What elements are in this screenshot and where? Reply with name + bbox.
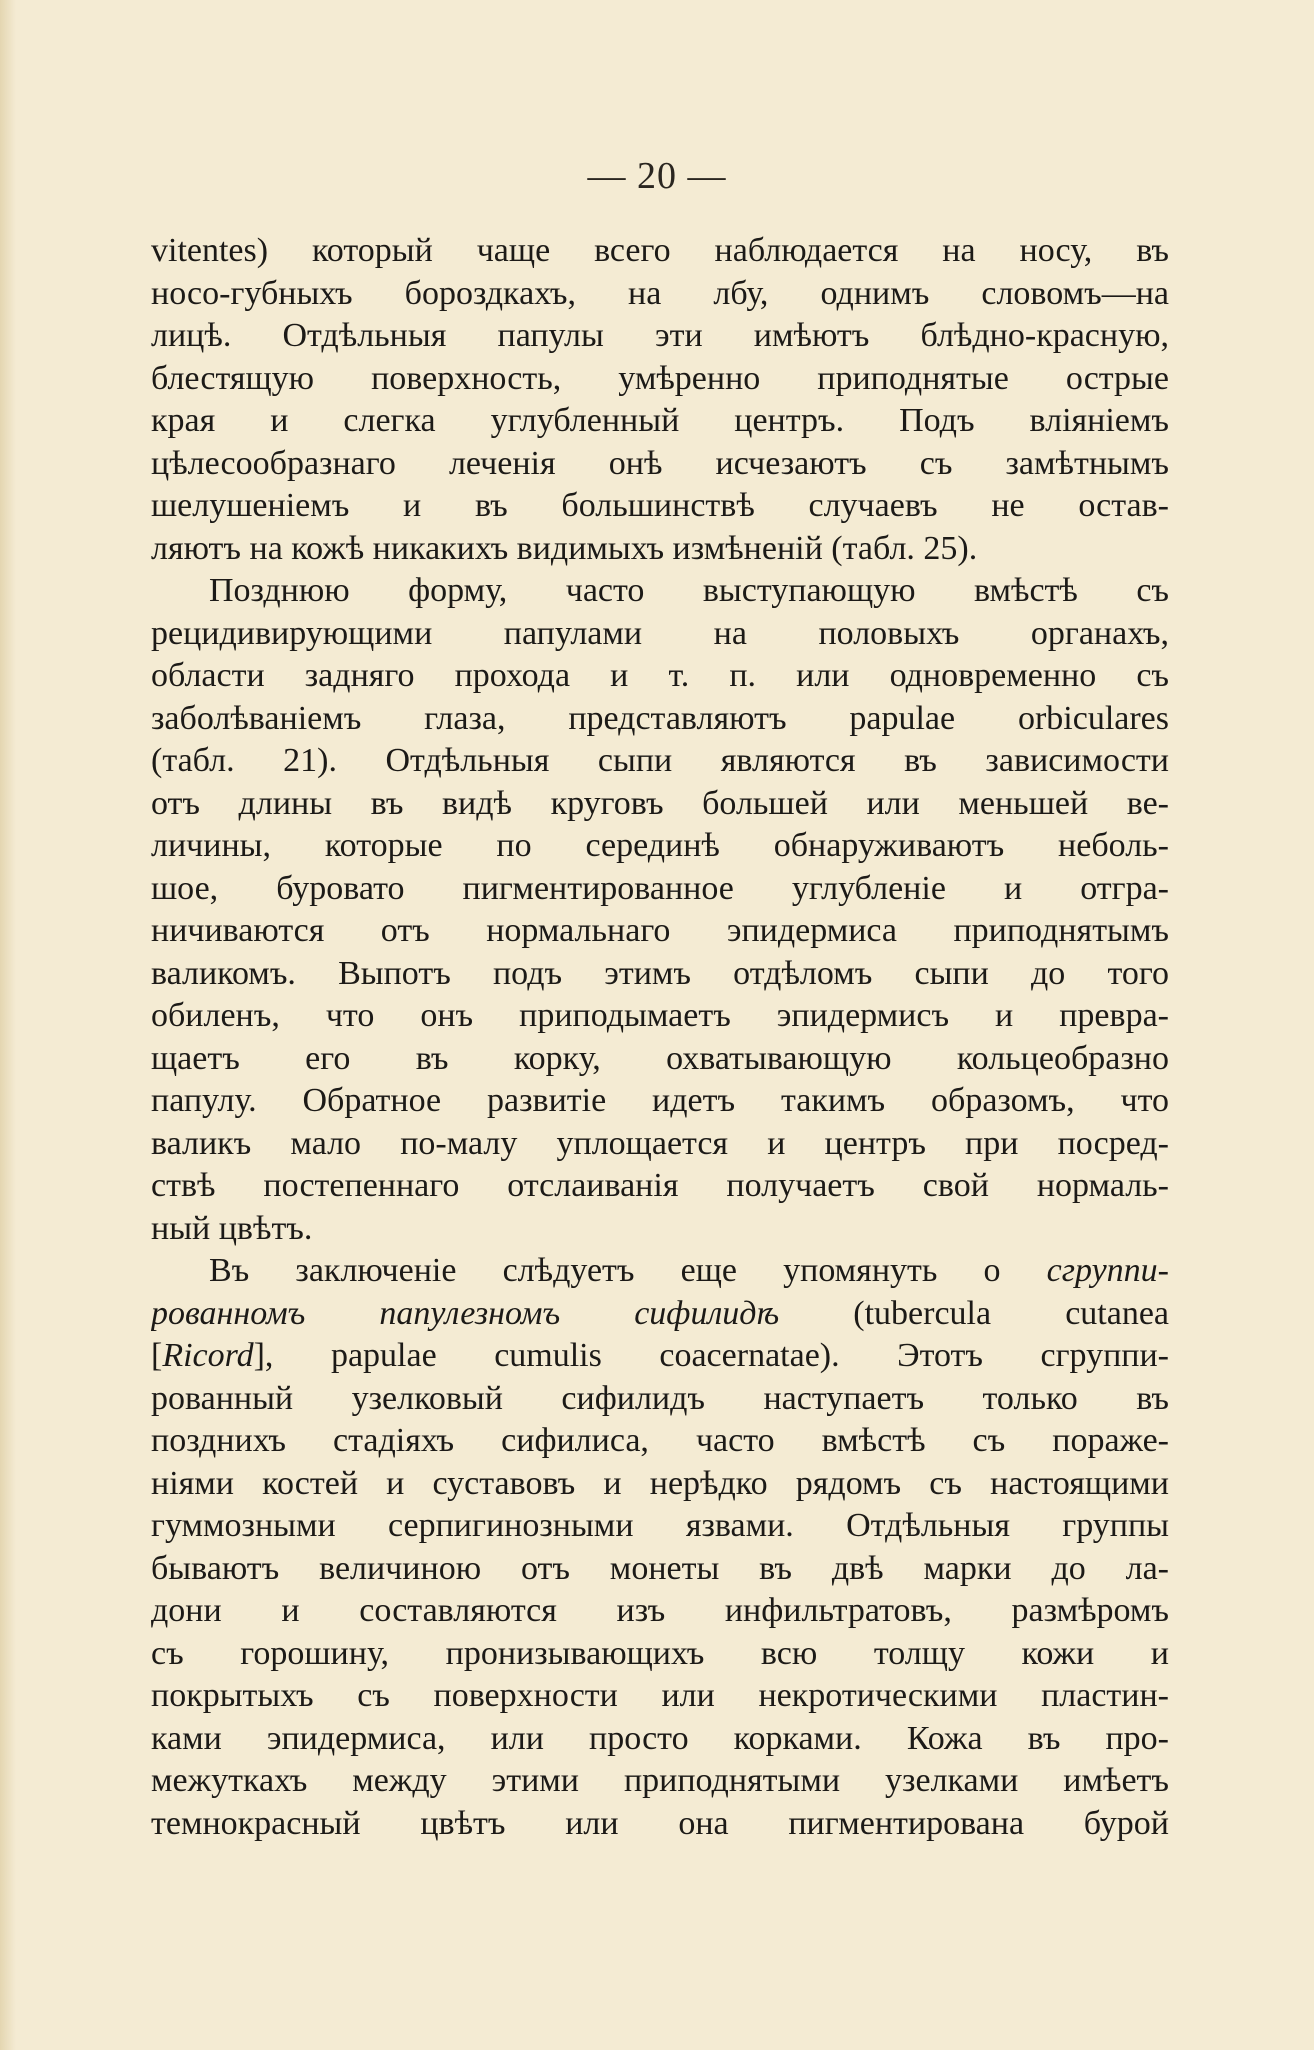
page-number: — 20 —: [587, 155, 727, 197]
text-line: Позднюю форму, часто выступающую вмѣстѣ съ: [209, 572, 1169, 609]
text-line: ничиваются отъ нормальнаго эпидермиса приподнятымъ: [151, 912, 1169, 949]
text-line: отъ длины въ видѣ круговъ большей или меньшей ве-: [151, 784, 1169, 822]
italic-text-span: Ricord: [162, 1337, 254, 1374]
text-line: шелушеніемъ и въ большинствѣ случаевъ не остав-: [151, 487, 1169, 524]
text-line: шое, буровато пигментированное углубленіе и отгра-: [151, 869, 1169, 907]
text-span: [: [151, 1337, 163, 1374]
text-line: [151, 1335, 1169, 1378]
text-line: ками эпидермиса, или просто корками. Кожа въ про-: [151, 1719, 1169, 1757]
text-line: межуткахъ между этими приподнятыми узелками имѣетъ: [151, 1762, 1169, 1799]
text-line: ный цвѣтъ.: [151, 1209, 313, 1247]
text-line: валикомъ. Выпотъ подъ этимъ отдѣломъ сыпи до того: [151, 954, 1169, 992]
text-line: позднихъ стадіяхъ сифилиса, часто вмѣстѣ съ пораже-: [151, 1422, 1169, 1459]
text-line: носо-губныхъ бороздкахъ, на лбу, однимъ словомъ—на: [151, 274, 1169, 312]
page-edge-shadow: [0, 0, 16, 2050]
text-line: папулу. Обратное развитіе идетъ такимъ образомъ, что: [151, 1082, 1169, 1119]
text-line: рованный узелковый сифилидъ наступаетъ только въ: [151, 1379, 1169, 1417]
text-line: vitentes) который чаще всего наблюдается на носу, въ: [151, 232, 1169, 269]
text-line: валикъ мало по-малу уплощается и центръ при посред-: [151, 1124, 1169, 1162]
italic-text-span: рованномъ папулезномъ сифилидѣ: [151, 1294, 780, 1332]
text-line: дони и составляются изъ инфильтратовъ, размѣромъ: [151, 1592, 1169, 1629]
text-line: блестящую поверхность, умѣренно приподнятые острые: [151, 359, 1169, 397]
text-line: [151, 1250, 1169, 1293]
text-line: щаетъ его въ корку, охватывающую кольцеобразно: [151, 1039, 1169, 1077]
text-line: личины, которые по серединѣ обнаруживаютъ неболь-: [151, 827, 1169, 864]
text-line: лицѣ. Отдѣльныя папулы эти имѣютъ блѣдно-красную,: [151, 317, 1169, 354]
body-text: [151, 230, 1169, 1845]
text-line: ляютъ на кожѣ никакихъ видимыхъ измѣненій (табл. 25).: [151, 529, 978, 567]
text-line: области задняго прохода и т. п. или одновременно съ: [151, 657, 1169, 694]
text-line: [151, 1293, 1169, 1336]
text-line: обиленъ, что онъ приподымаетъ эпидермисъ и превра-: [151, 997, 1169, 1034]
text-line: покрытыхъ съ поверхности или некротическими пластин-: [151, 1677, 1169, 1714]
italic-text-span: сгруппи-: [1046, 1252, 1169, 1289]
text-line: (табл. 21). Отдѣльныя сыпи являются въ зависимости: [151, 742, 1169, 779]
text-line: края и слегка углубленный центръ. Подъ вліяніемъ: [151, 402, 1169, 439]
text-line: съ горошину, пронизывающихъ всю толщу кожи и: [151, 1634, 1169, 1672]
text-span: Въ заключеніе слѣдуетъ еще упомянуть о: [209, 1252, 1047, 1289]
text-line: гуммозными серпигинозными язвами. Отдѣльныя группы: [151, 1507, 1169, 1544]
text-line: цѣлесообразнаго леченія онѣ исчезаютъ съ замѣтнымъ: [151, 444, 1169, 482]
text-line: темнокрасный цвѣтъ или она пигментирована бурой: [151, 1804, 1169, 1842]
text-line: ствѣ постепеннаго отслаиванія получаетъ свой нормаль-: [151, 1167, 1169, 1204]
text-line: рецидивирующими папулами на половыхъ органахъ,: [151, 614, 1169, 652]
text-span: (tubercula cutanea: [779, 1294, 1169, 1332]
text-line: ніями костей и суставовъ и нерѣдко рядомъ съ настоящими: [151, 1464, 1169, 1502]
text-line: бываютъ величиною отъ монеты въ двѣ марки до ла-: [151, 1549, 1169, 1587]
text-line: заболѣваніемъ глаза, представляютъ papulae orbiculares: [151, 699, 1169, 737]
text-span: ], papulae cumulis coacernatae). Этотъ сгруппи-: [253, 1337, 1169, 1374]
